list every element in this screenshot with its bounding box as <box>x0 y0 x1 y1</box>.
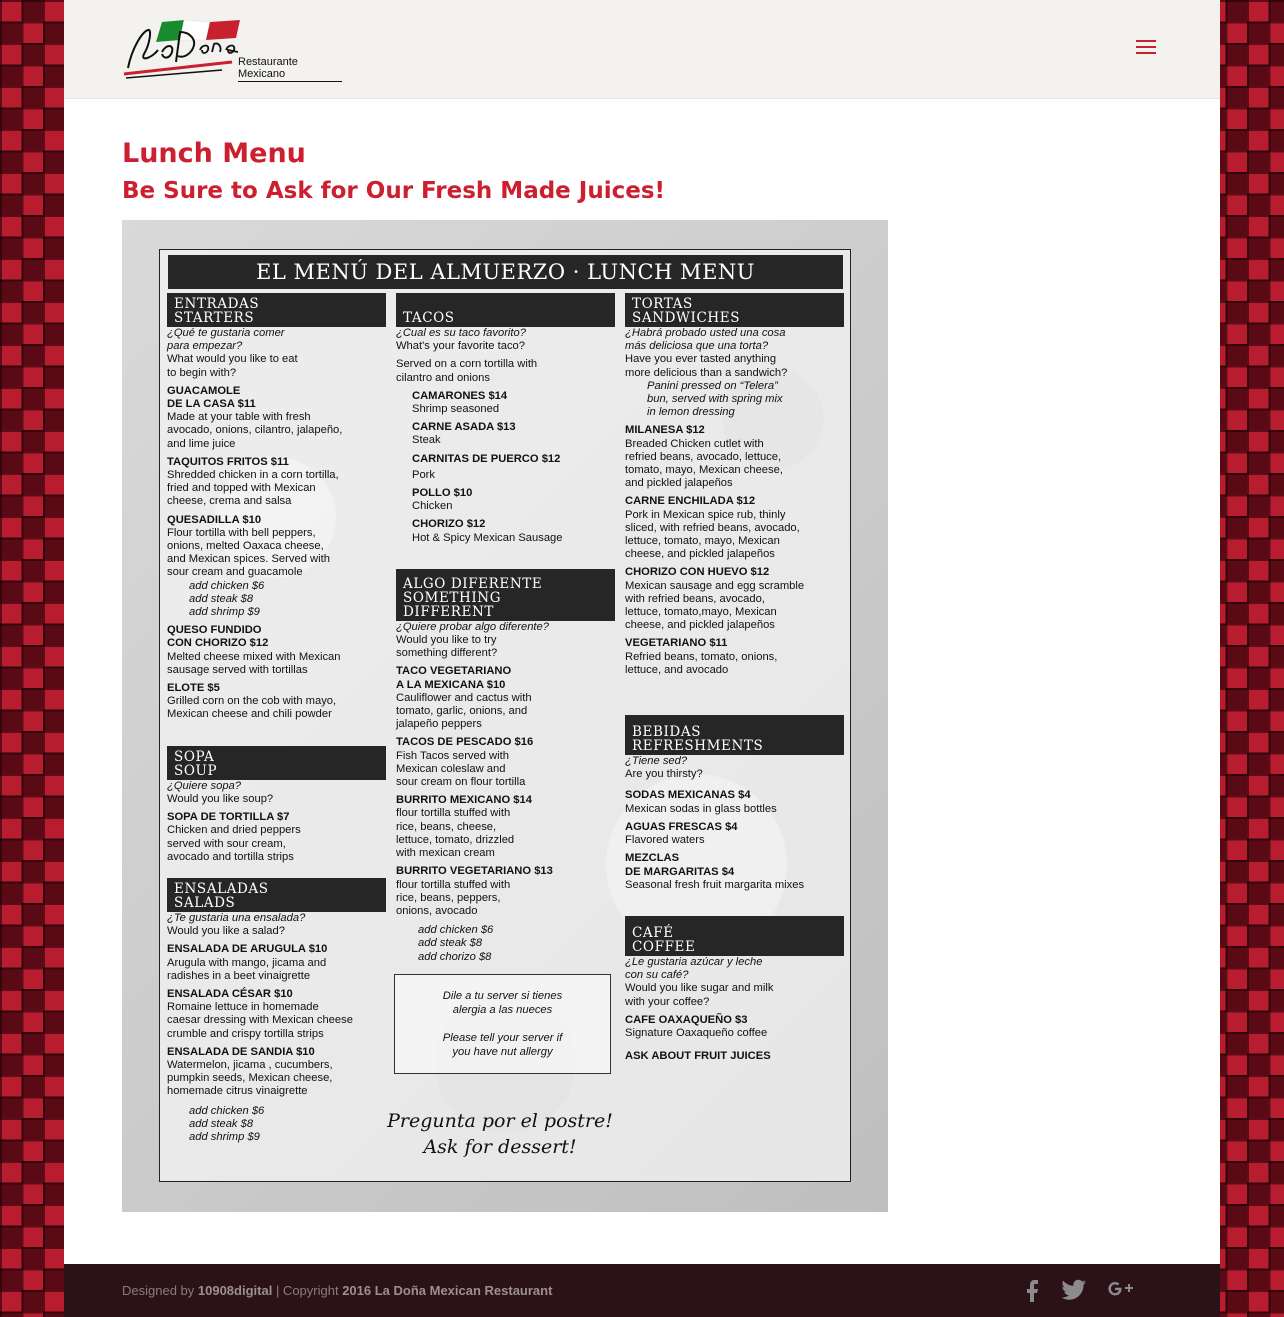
lunch-menu-image <box>122 220 888 1212</box>
menu-item-name: VEGETARIANO $11 <box>625 637 728 650</box>
facebook-icon[interactable] <box>1020 1276 1048 1304</box>
menu-item-name: QUESO FUNDIDO CON CHORIZO $12 <box>167 624 269 650</box>
twitter-icon[interactable] <box>1062 1276 1090 1304</box>
footer-credits: Designed by 10908digital | Copyright 2016 La Doña Mexican Restaurant <box>122 1283 553 1298</box>
menu-item-desc: Melted cheese mixed with Mexican sausage served with tortillas <box>167 650 341 676</box>
menu-item-name: CAFE OAXAQUEÑO $3 <box>625 1013 748 1026</box>
section-header-soup: SOPA SOUP <box>167 746 386 780</box>
menu-item-desc: Pork in Mexican spice rub, thinly sliced, with refried beans, avocado, lettuce, tomato, mayo, Mexican cheese, and pickled jalapeños <box>625 508 800 561</box>
menu-column-left <box>167 293 386 1144</box>
section-question: ¿Le gustaria azúcar y leche con su café? Would you like sugar and milk with your coffee? <box>625 955 774 1008</box>
logo-tagline: Restaurante Mexicano <box>238 56 342 82</box>
section-question: ¿Qué te gustaria comer para empezar? What would you like to eat to begin with? <box>167 327 298 379</box>
section-question: ¿Habrá probado usted una cosa más deliciosa que una torta? Have you ever tasted anything more delicious than a sandwich? <box>625 327 788 379</box>
section-header-coffee: CAFÉ COFFEE <box>625 916 844 956</box>
section-header-refreshments: BEBIDAS REFRESHMENTS <box>625 715 844 755</box>
copyright-text: 2016 La Doña Mexican Restaurant <box>342 1283 553 1298</box>
menu-item-desc: flour tortilla stuffed with rice, beans, peppers, onions, avocado <box>396 878 511 917</box>
menu-item-desc: Flavored waters <box>625 834 705 847</box>
section-question: ¿Cual es su taco favorito? What's your favorite taco? <box>396 327 526 353</box>
sandwich-note: Panini pressed on “Telera” bun, served with spring mix in lemon dressing <box>647 379 783 419</box>
menu-item-name: ENSALADA CÉSAR $10 <box>167 987 293 1000</box>
menu-item-name: ASK ABOUT FRUIT JUICES <box>625 1050 771 1063</box>
menu-item-name: BURRITO MEXICANO $14 <box>396 794 532 807</box>
section-intro: Served on a corn tortilla with cilantro and onions <box>396 358 538 384</box>
section-question: ¿Quiere sopa? Would you like soup? <box>167 779 274 805</box>
menu-banner: EL MENÚ DEL ALMUERZO · LUNCH MENU <box>168 255 843 289</box>
menu-item-desc: Cauliflower and cactus with tomato, garlic, onions, and jalapeño peppers <box>396 691 532 731</box>
menu-item-name: MILANESA $12 <box>625 424 705 437</box>
google-plus-icon[interactable] <box>1106 1276 1134 1304</box>
page-container <box>64 0 1220 1317</box>
dessert-note: Pregunta por el postre! Ask for dessert! <box>387 1110 613 1158</box>
section-question: ¿Tiene sed? Are you thirsty? <box>625 755 703 781</box>
menu-item-desc: Mexican sausage and egg scramble with refried beans, avocado, lettuce, tomato,mayo, Mexican cheese, and pickled jalapeños <box>625 579 805 632</box>
menu-item-name: ENSALADA DE ARUGULA $10 <box>167 943 328 956</box>
add-on-list: add chicken $6 add steak $8 add shrimp $9 <box>189 579 265 619</box>
menu-item-desc: Seasonal fresh fruit margarita mixes <box>625 878 805 891</box>
menu-item-desc: Breaded Chicken cutlet with refried beans, avocado, lettuce, tomato, mayo, Mexican cheese, and pickled jalapeños <box>625 437 783 490</box>
section-header-starters: ENTRADAS STARTERS <box>167 293 386 327</box>
menu-item-name: BURRITO VEGETARIANO $13 <box>396 865 553 878</box>
menu-item-desc: Shredded chicken in a corn tortilla, fried and topped with Mexican cheese, crema and salsa <box>167 469 339 508</box>
site-footer <box>64 1264 1220 1317</box>
menu-item-desc: flour tortilla stuffed with rice, beans, cheese, lettuce, tomato, drizzled with mexican cream <box>396 807 515 860</box>
menu-item-name: SOPA DE TORTILLA $7 <box>167 811 290 824</box>
add-on-list: add chicken $6 add steak $8 add shrimp $9 <box>189 1104 265 1143</box>
section-header-sandwiches: TORTAS SANDWICHES <box>625 293 844 327</box>
menu-column-middle <box>396 293 615 1074</box>
site-logo[interactable] <box>122 18 342 82</box>
menu-item-name: MEZCLAS DE MARGARITAS $4 <box>625 852 735 878</box>
page-title: Lunch Menu <box>122 138 306 169</box>
menu-frame <box>159 249 851 1182</box>
menu-item-name: CHORIZO CON HUEVO $12 <box>625 566 770 579</box>
menu-item-desc: Signature Oaxaqueño coffee <box>625 1026 768 1039</box>
section-header-something-different: ALGO DIFERENTE SOMETHING DIFFERENT <box>396 569 615 621</box>
menu-item-desc: Chicken and dried peppers served with sour cream, avocado and tortilla strips <box>167 824 301 863</box>
menu-item-name: TACO VEGETARIANO A LA MEXICANA $10 <box>396 665 512 691</box>
menu-item-name: QUESADILLA $10 <box>167 513 262 526</box>
taco-list: CAMARONES $14 Shrimp seasoned CARNE ASADA $13 Steak CARNITAS DE PUERCO $12 Pork POLLO $10 Chicken CHORIZO $12 Hot & Spicy Mexican Sausage <box>412 389 563 544</box>
section-header-tacos: TACOS <box>396 293 615 327</box>
page-subtitle: Be Sure to Ask for Our Fresh Made Juices! <box>122 178 666 204</box>
menu-item-name: ENSALADA DE SANDIA $10 <box>167 1045 315 1058</box>
menu-item-name: ELOTE $5 <box>167 682 220 695</box>
nut-allergy-notice: Dile a tu server si tienes alergia a las nueces Please tell your server if you have nut allergy <box>394 974 611 1074</box>
menu-column-right <box>625 293 844 1063</box>
section-question: ¿Quiere probar algo diferente? Would you like to try something different? <box>396 620 549 660</box>
menu-item-desc: Arugula with mango, jicama and radishes in a beet vinaigrette <box>167 956 327 982</box>
designer-link[interactable]: 10908digital <box>197 1283 273 1298</box>
menu-item-desc: Made at your table with fresh avocado, onions, cilantro, jalapeño, and lime juice <box>167 411 343 450</box>
site-header <box>64 0 1220 99</box>
section-header-salads: ENSALADAS SALADS <box>167 878 386 912</box>
menu-item-desc: Fish Tacos served with Mexican coleslaw and sour cream on flour tortilla <box>396 749 526 789</box>
menu-item-name: AGUAS FRESCAS $4 <box>625 820 738 833</box>
add-on-list: add chicken $6 add steak $8 add chorizo $8 <box>418 924 494 963</box>
menu-item-desc: Refried beans, tomato, onions, lettuce, and avocado <box>625 650 778 676</box>
menu-item-name: GUACAMOLE DE LA CASA $11 <box>167 384 256 411</box>
menu-item-desc: Romaine lettuce in homemade caesar dressing with Mexican cheese crumble and crispy tortilla strips <box>167 1001 353 1040</box>
menu-item-desc: Watermelon, jicama , cucumbers, pumpkin seeds, Mexican cheese, homemade citrus vinaigrette <box>167 1058 333 1098</box>
section-question: ¿Te gustaria una ensalada? Would you like a salad? <box>167 911 306 938</box>
menu-item-name: CARNE ENCHILADA $12 <box>625 495 756 508</box>
menu-item-desc: Mexican sodas in glass bottles <box>625 802 777 815</box>
menu-item-name: SODAS MEXICANAS $4 <box>625 789 751 802</box>
menu-item-desc: Grilled corn on the cob with mayo, Mexican cheese and chili powder <box>167 695 337 721</box>
menu-item-desc: Flour tortilla with bell peppers, onions, melted Oaxaca cheese, and Mexican spices. Served with sour cream and guacamole <box>167 526 330 579</box>
menu-item-name: TACOS DE PESCADO $16 <box>396 736 534 749</box>
hamburger-menu-icon[interactable] <box>1136 40 1156 56</box>
menu-item-name: TAQUITOS FRITOS $11 <box>167 455 289 468</box>
